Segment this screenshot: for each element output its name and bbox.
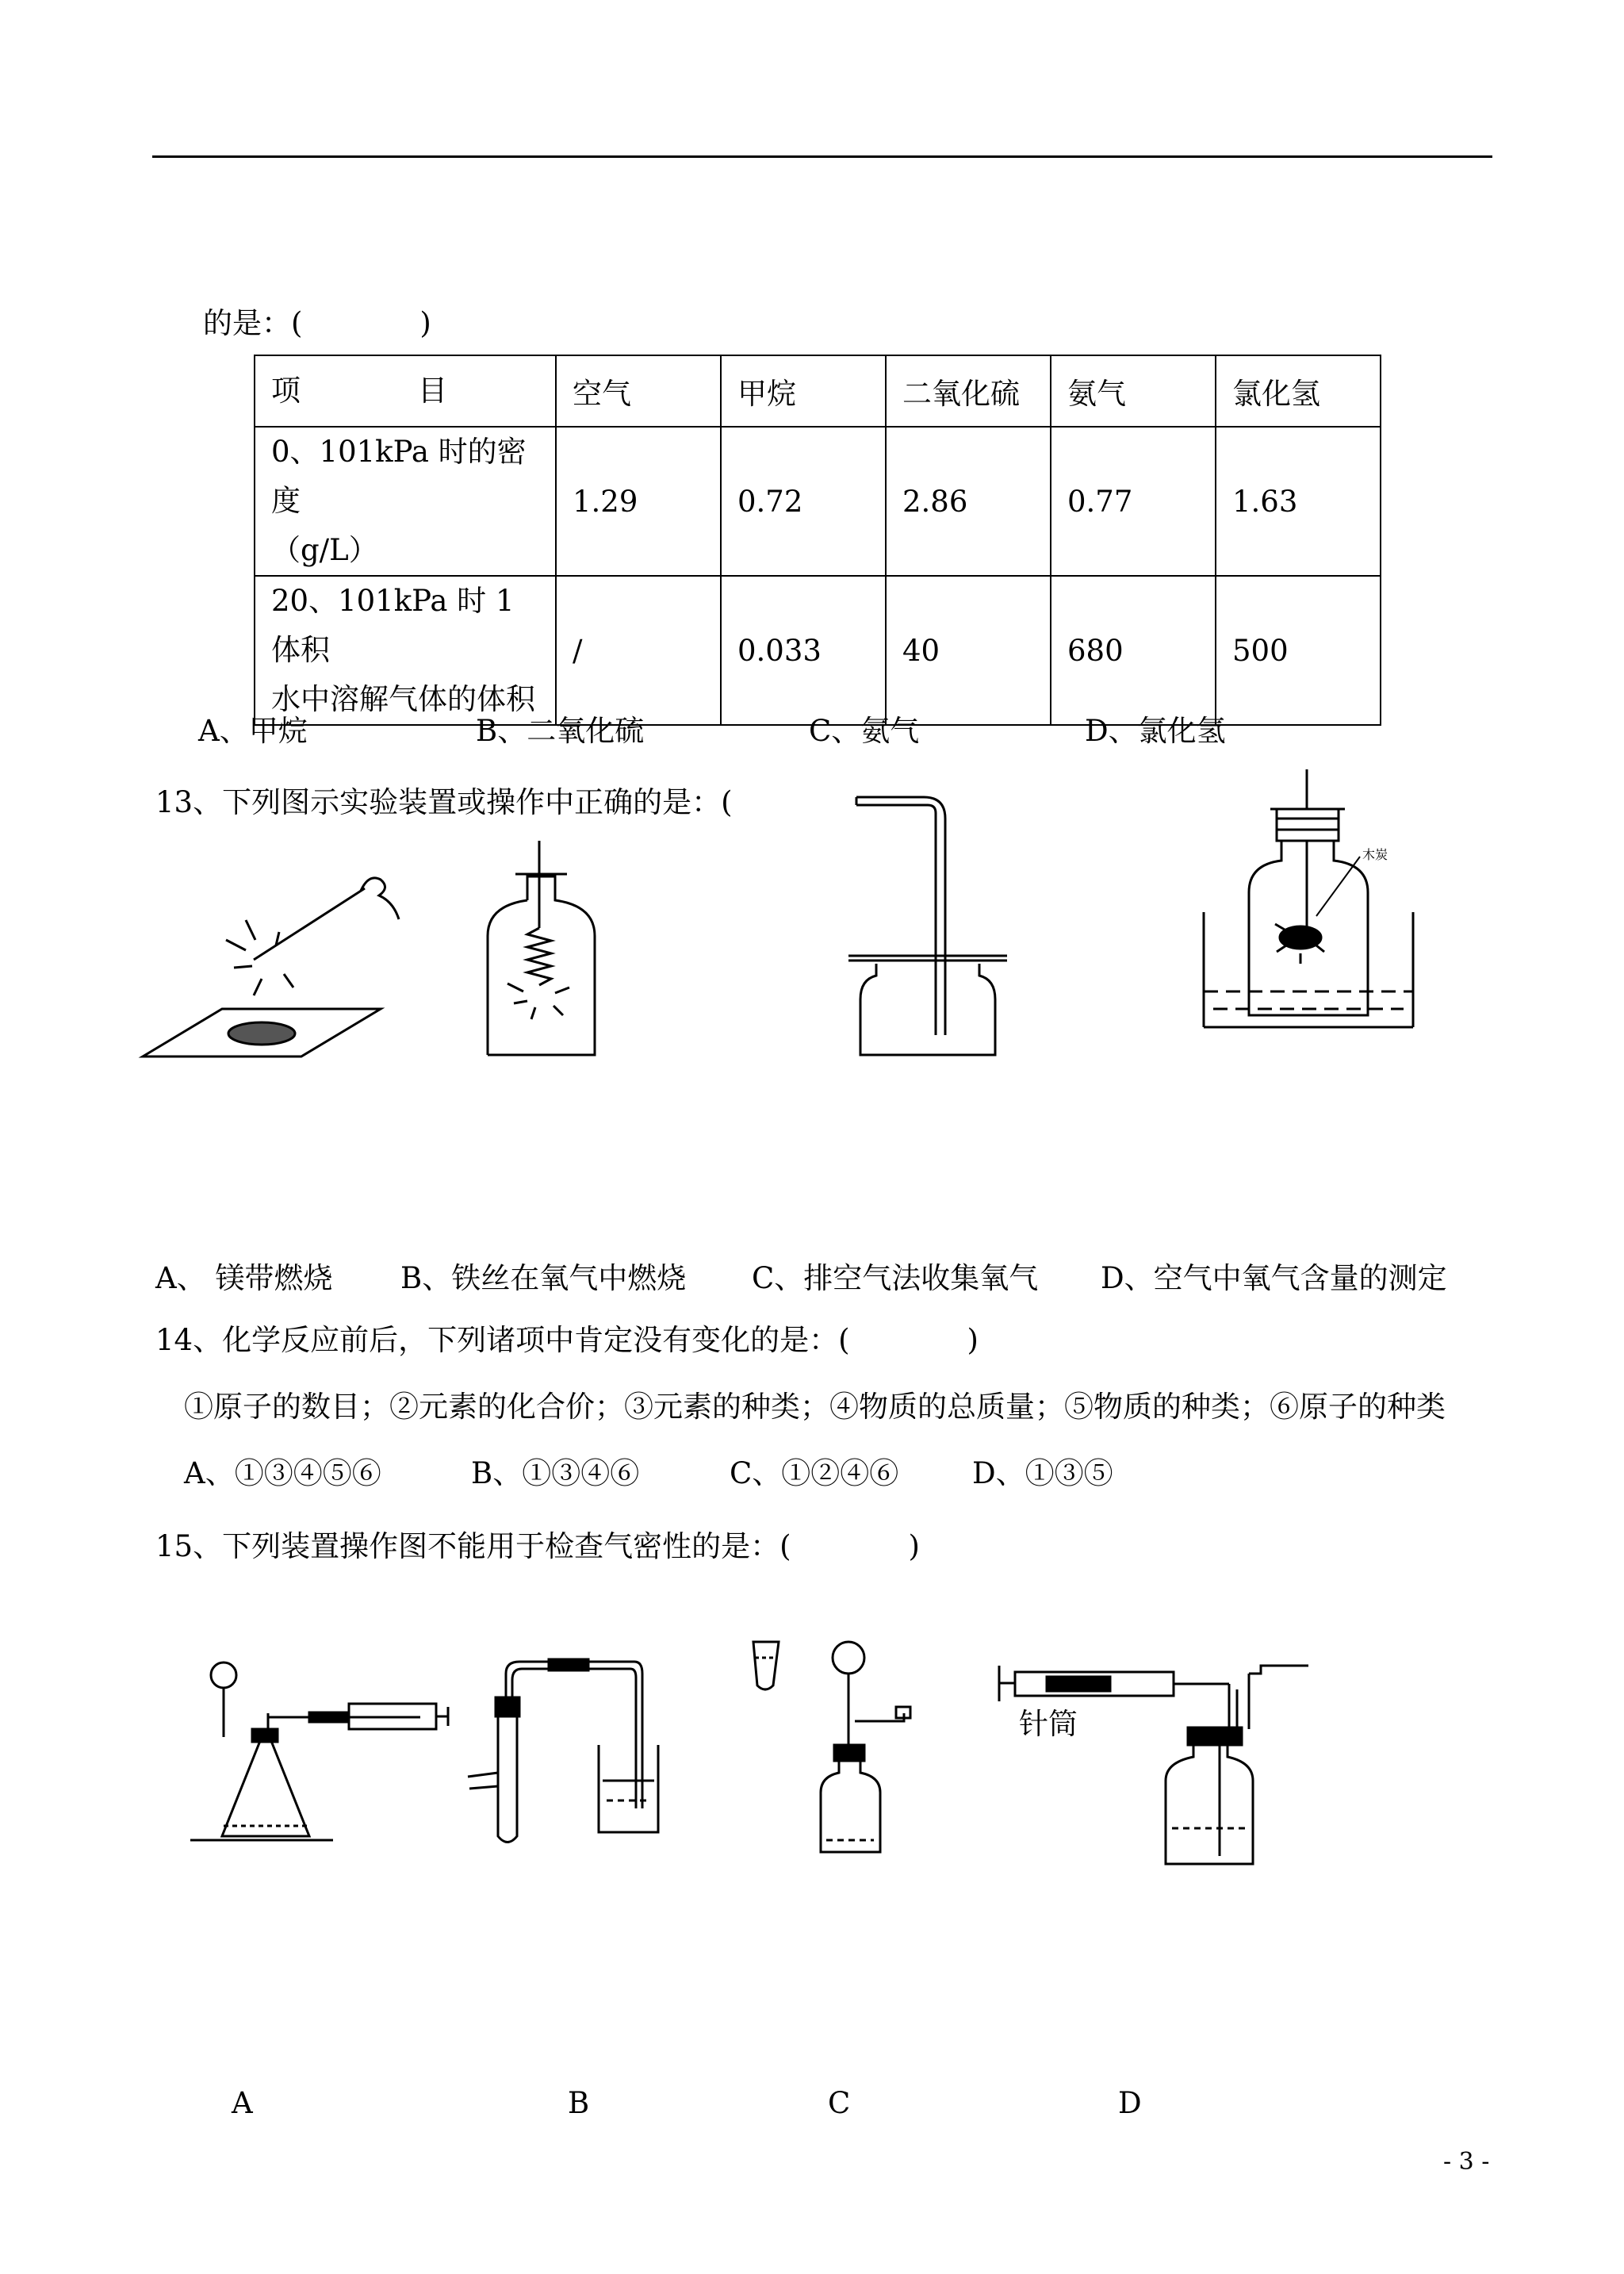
- syringe-label: 针筒: [1019, 1707, 1078, 1741]
- charcoal-label: 木炭: [1362, 847, 1388, 862]
- table-cell: 1.29: [556, 427, 721, 576]
- table-cell: 500: [1216, 576, 1381, 725]
- q13-option-b: B、铁丝在氧气中燃烧: [400, 1261, 687, 1295]
- table-cell: 1.63: [1216, 427, 1381, 576]
- magnesium-burning-figure: [143, 878, 399, 1056]
- q15-apparatus-drawings: [182, 1618, 1293, 1888]
- gas-property-table: [254, 355, 1381, 726]
- table-cell: 40: [886, 576, 1051, 725]
- q15-stem: 15、下列装置操作图不能用于检查气密性的是：( ): [155, 1529, 920, 1563]
- table-row: [255, 427, 1381, 576]
- row-label-line: （g/L）: [271, 533, 378, 567]
- table-cell: 0.77: [1051, 427, 1216, 576]
- table-cell: 680: [1051, 576, 1216, 725]
- row-label-line: 0、101kPa 时的密度: [271, 435, 527, 518]
- q15-label-d: D: [1118, 2086, 1142, 2120]
- table-cell: 0.72: [721, 427, 886, 576]
- q13-option-d: D、空气中氧气含量的测定: [1101, 1261, 1447, 1295]
- table-cell: 2.86: [886, 427, 1051, 576]
- iron-wire-bottle-figure: [488, 841, 595, 1055]
- q13-option-a: A、 镁带燃烧: [155, 1261, 333, 1295]
- q14-items: ①原子的数目；②元素的化合价；③元素的种类；④物质的总质量；⑤物质的种类；⑥原子的种类: [184, 1390, 1446, 1424]
- q14-option-c: C、①②④⑥: [730, 1456, 899, 1490]
- table-header-cell: 项 目: [255, 355, 556, 427]
- q12-option-b: B、二氧化硫: [476, 714, 645, 748]
- table-header-cell: 甲烷: [721, 355, 886, 427]
- q12-option-c: C、氨气: [809, 714, 920, 748]
- table-row: [255, 576, 1381, 725]
- table-cell: /: [556, 576, 721, 725]
- q13-option-c: C、排空气法收集氧气: [752, 1261, 1039, 1295]
- table-header-cell: 空气: [556, 355, 721, 427]
- q14-stem: 14、化学反应前后，下列诸项中肯定没有变化的是：( ): [155, 1323, 979, 1357]
- q15-label-c: C: [828, 2086, 851, 2120]
- air-collection-bottle-figure: [848, 797, 1007, 1055]
- table-header-cell: 氯化氢: [1216, 355, 1381, 427]
- table-header-cell: 氨气: [1051, 355, 1216, 427]
- page-number: - 3 -: [1443, 2148, 1490, 2176]
- q15-label-a: A: [232, 2086, 253, 2120]
- table-header-row: [255, 355, 1381, 427]
- q15-figures: [182, 1618, 1293, 1888]
- q13-apparatus-drawings: [135, 761, 1483, 1079]
- oxygen-content-measurement-figure: [1204, 769, 1413, 1027]
- q15-label-b: B: [568, 2086, 590, 2120]
- q12-option-d: D、氯化氢: [1085, 714, 1226, 748]
- table-row-label: [255, 427, 556, 576]
- q12-stem-tail: 的是：( ): [203, 306, 431, 340]
- q14-option-d: D、①③⑤: [972, 1456, 1113, 1490]
- q12-option-a: A、甲烷: [198, 714, 308, 748]
- q13-figures: [135, 761, 1483, 1079]
- header-rule: [152, 155, 1492, 158]
- flask-syringe-figure: [190, 1662, 448, 1840]
- q13-stem: 13、下列图示实验装置或操作中正确的是：(: [155, 785, 733, 819]
- table-header-cell: 二氧化硫: [886, 355, 1051, 427]
- table-cell: 0.033: [721, 576, 886, 725]
- q14-option-b: B、①③④⑥: [471, 1456, 640, 1490]
- table-row-label: [255, 576, 556, 725]
- test-tube-beaker-figure: [468, 1659, 658, 1843]
- funnel-bottle-figure: [753, 1642, 910, 1852]
- row-label-line: 20、101kPa 时 1 体积: [271, 584, 515, 667]
- syringe-gas-bottle-figure: [999, 1666, 1308, 1864]
- row-label-line: 水中溶解气体的体积: [271, 682, 535, 716]
- q14-option-a: A、①③④⑤⑥: [184, 1456, 381, 1490]
